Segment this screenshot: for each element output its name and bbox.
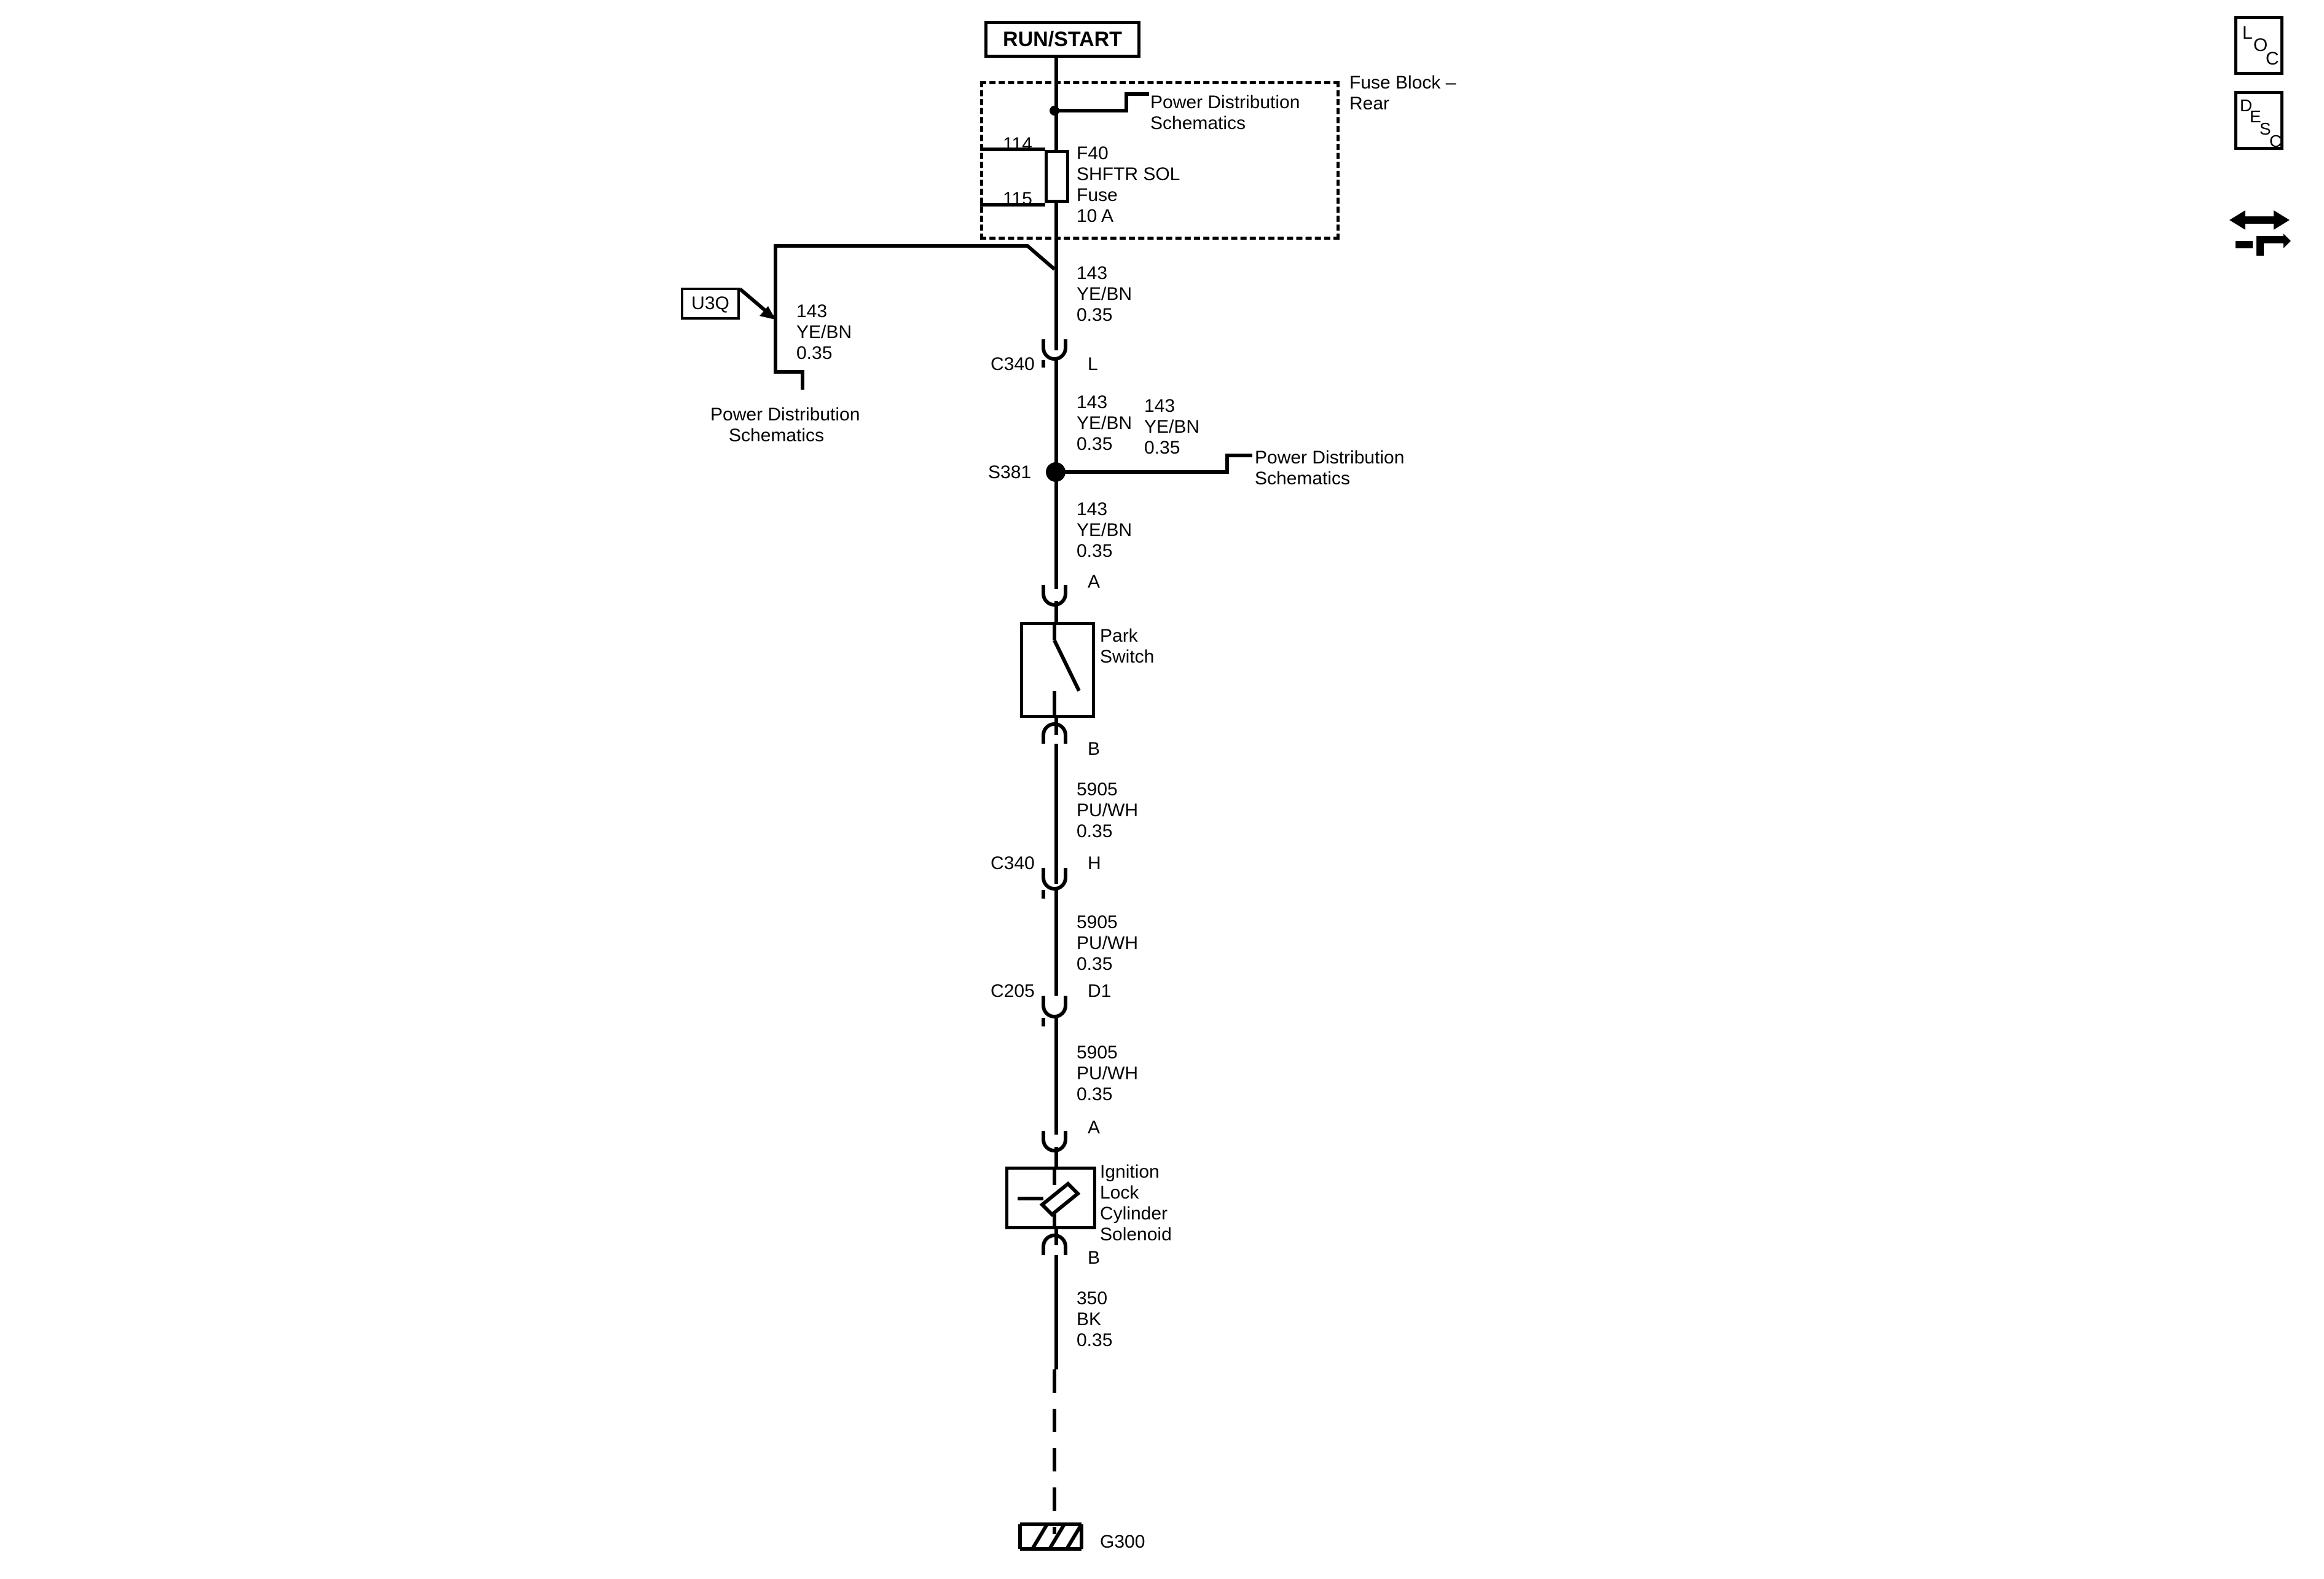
wire-w2b-gauge: 0.35 xyxy=(1144,438,1180,458)
park-switch-label-1: Park xyxy=(1100,626,1138,646)
connector-c340-h-name: C340 xyxy=(991,853,1035,873)
solenoid-label-1: Ignition xyxy=(1100,1162,1160,1182)
wire-w2b-color: YE/BN xyxy=(1144,417,1200,437)
wire-w5-color: PU/WH xyxy=(1077,933,1138,953)
wire-w6-color: PU/WH xyxy=(1077,1063,1138,1084)
solenoid-coil-icon xyxy=(1005,1167,1096,1229)
wire-w1-color: YE/BN xyxy=(1077,284,1133,304)
fuse-block-label-1: Fuse Block – xyxy=(1349,73,1456,93)
wire-w5-gauge: 0.35 xyxy=(1077,954,1113,974)
ground-symbol-g300 xyxy=(1018,1516,1104,1565)
loc-letter-c: C xyxy=(2266,49,2279,69)
wire-w7-gauge: 0.35 xyxy=(1077,1330,1113,1350)
park-switch-pin-a: A xyxy=(1088,572,1101,592)
wire-w6-gauge: 0.35 xyxy=(1077,1084,1113,1105)
solenoid-label-2: Lock xyxy=(1100,1183,1139,1203)
wire-w2-color: YE/BN xyxy=(1077,413,1133,433)
loc-letter-o: O xyxy=(2253,35,2268,55)
connector-c340-l-pin: L xyxy=(1088,354,1098,374)
wire-w2-gauge: 0.35 xyxy=(1077,434,1113,454)
wire-5905-segment-1 xyxy=(1054,744,1058,884)
wire-w1-gauge: 0.35 xyxy=(1077,305,1113,325)
splice-ref-line2: Schematics xyxy=(1255,468,1351,489)
arrows-icon[interactable] xyxy=(2224,197,2298,270)
splice-ref-line1: Power Distribution xyxy=(1255,447,1405,468)
u3q-ref-line2: Schematics xyxy=(729,425,825,446)
wire-143-segment-2 xyxy=(1054,360,1058,415)
park-switch-pin-b: B xyxy=(1088,739,1101,759)
u3q-ref-line1: Power Distribution xyxy=(710,404,860,425)
wire-w4-number: 5905 xyxy=(1077,779,1118,800)
wire-w1-number: 143 xyxy=(1077,263,1108,283)
fuse-block-label-2: Rear xyxy=(1349,93,1390,114)
wire-5905-segment-3 xyxy=(1054,1018,1058,1135)
desc-letter-e: E xyxy=(2250,107,2261,126)
wire-w3-color: YE/BN xyxy=(1077,520,1133,540)
splice-s381-label: S381 xyxy=(988,462,1032,482)
u3q-bracket-horz xyxy=(774,370,804,374)
fuse-desc-1: SHFTR SOL xyxy=(1077,164,1180,184)
wire-to-park-switch xyxy=(1054,601,1058,623)
pd-ref-top-line1: Power Distribution xyxy=(1150,92,1300,112)
wire-w3-gauge: 0.35 xyxy=(1077,541,1113,561)
fuse-pin-115: 115 xyxy=(1003,189,1032,209)
solenoid-label-3: Cylinder xyxy=(1100,1203,1168,1224)
wire-ground-dashed xyxy=(1051,1369,1063,1534)
connector-c205-d1-name: C205 xyxy=(991,981,1035,1001)
desc-letter-c: C xyxy=(2269,132,2282,151)
wire-w4-color: PU/WH xyxy=(1077,800,1138,821)
solenoid-label-4: Solenoid xyxy=(1100,1224,1172,1245)
wire-w3-number: 143 xyxy=(1077,499,1108,519)
loc-letter-l: L xyxy=(2242,23,2253,43)
splice-bracket-horz xyxy=(1225,454,1252,457)
desc-letter-s: S xyxy=(2259,119,2271,138)
ground-label-g300: G300 xyxy=(1100,1532,1145,1552)
wire-350-segment xyxy=(1054,1255,1058,1369)
wire-w4-gauge: 0.35 xyxy=(1077,821,1113,841)
option-tag-u3q: U3Q xyxy=(681,288,740,320)
wire-5905-segment-2 xyxy=(1054,890,1058,996)
wire-splice-branch xyxy=(1062,470,1229,474)
park-switch-label-2: Switch xyxy=(1100,647,1155,667)
loc-button[interactable] xyxy=(2234,16,2283,75)
solenoid-pin-b: B xyxy=(1088,1248,1101,1268)
u3q-wire-color: YE/BN xyxy=(796,322,852,342)
connector-c340-l-name: C340 xyxy=(991,354,1035,374)
wire-w5-number: 5905 xyxy=(1077,912,1118,932)
u3q-bracket-vert xyxy=(801,370,804,390)
fuse-rating: 10 A xyxy=(1077,206,1114,226)
connector-c205-d1-pin: D1 xyxy=(1088,981,1112,1001)
wire-u3q-vertical xyxy=(774,275,777,374)
park-switch-contact-icon xyxy=(1020,622,1095,718)
wire-w2b-number: 143 xyxy=(1144,396,1176,416)
desc-letter-d: D xyxy=(2240,96,2253,115)
wire-w6-number: 5905 xyxy=(1077,1042,1118,1063)
wire-w7-color: BK xyxy=(1077,1309,1102,1329)
desc-button[interactable] xyxy=(2234,91,2283,150)
pd-ref-top-line2: Schematics xyxy=(1150,113,1246,133)
fuse-id: F40 xyxy=(1077,143,1109,163)
fuse-desc-2: Fuse xyxy=(1077,185,1118,205)
connector-c340-h-pin: H xyxy=(1088,853,1101,873)
solenoid-pin-a: A xyxy=(1088,1117,1101,1138)
run-start-label: RUN/START xyxy=(984,21,1140,58)
wire-143-segment-4 xyxy=(1054,478,1058,589)
fuse-pin-114: 114 xyxy=(1003,134,1032,154)
wire-w7-number: 350 xyxy=(1077,1288,1108,1309)
u3q-wire-gauge: 0.35 xyxy=(796,343,833,363)
wire-to-solenoid xyxy=(1054,1147,1058,1168)
wire-w2-number: 143 xyxy=(1077,392,1108,412)
u3q-wire-number: 143 xyxy=(796,301,828,321)
